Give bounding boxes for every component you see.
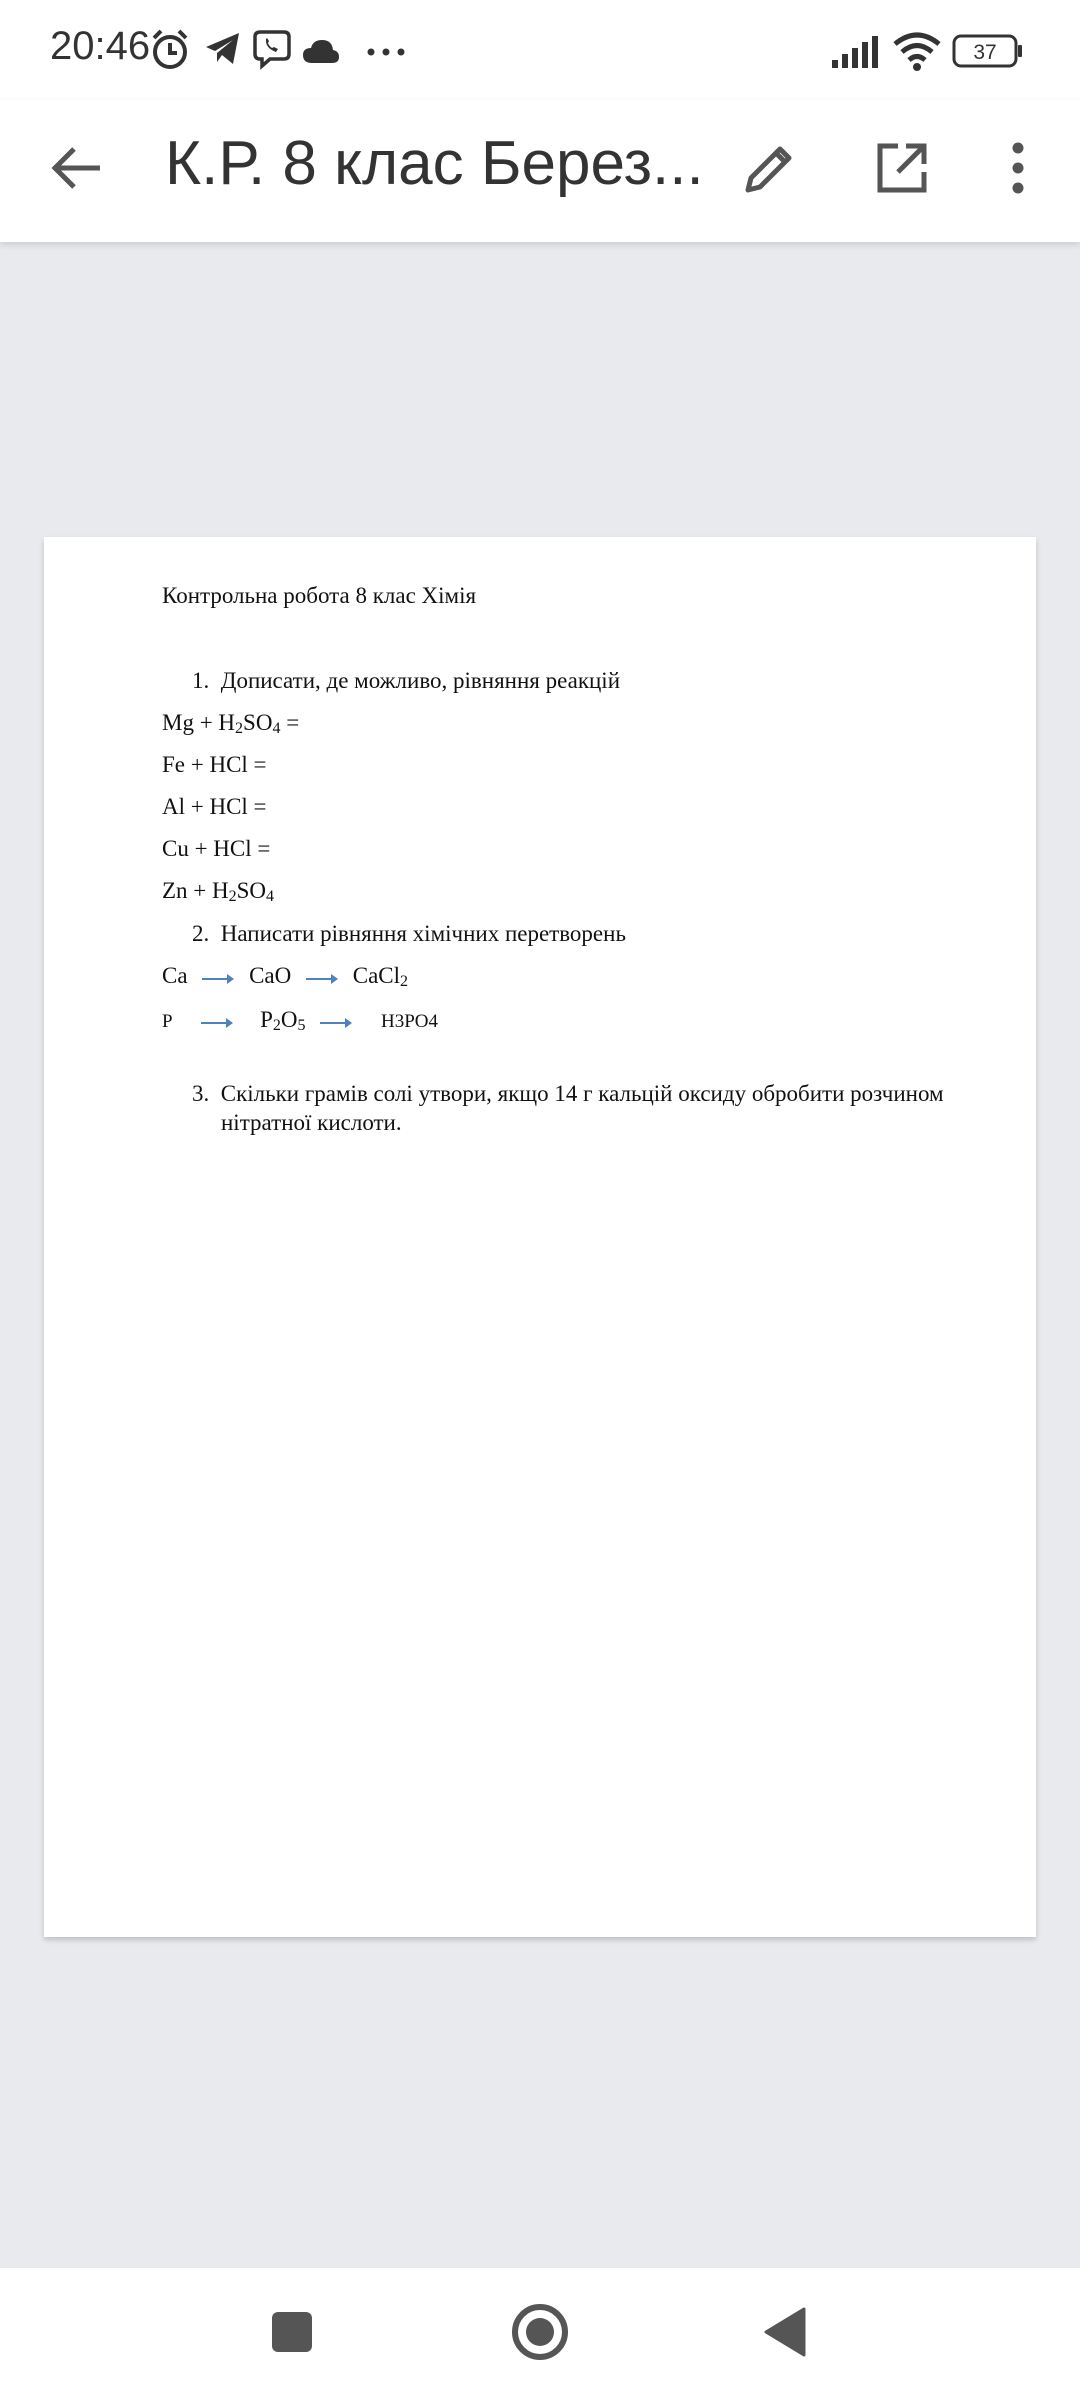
app-bar (0, 100, 1080, 242)
open-external-icon (874, 140, 930, 201)
back-button[interactable] (36, 130, 116, 210)
back-triangle-icon (762, 2306, 808, 2363)
recents-square-icon (270, 2310, 314, 2359)
transformation-chain-1: Ca CaO CaCl$_2$ (162, 963, 409, 990)
status-time: 20:46 (50, 24, 151, 68)
task-1-text: Дописати, де можливо, рівняння реакцій (220, 668, 621, 693)
arrow-icon (200, 1009, 234, 1035)
equation-4: Cu + HCl = (162, 836, 271, 861)
open-external-button[interactable] (862, 130, 942, 210)
equation-2: Fe + HCl = (162, 752, 267, 777)
task-3-number: 3. (192, 1081, 210, 1106)
signal-icon (830, 34, 880, 75)
telegram-icon (203, 28, 243, 73)
wifi-icon (892, 32, 942, 77)
viber-icon (252, 28, 292, 75)
alarm-icon (150, 28, 190, 77)
equation-5: $Zn + H_2SO_4$ (162, 878, 275, 905)
back-nav-button[interactable] (745, 2294, 825, 2374)
task-1-number: 1. (192, 668, 210, 693)
home-button[interactable] (500, 2294, 580, 2374)
document-heading: Контрольна робота 8 клас Хімія (162, 583, 477, 608)
document-page[interactable] (44, 537, 1036, 1937)
back-arrow-icon (50, 145, 102, 196)
transformation-chain-2: P $P_2O_5$ H3PO4 (162, 1007, 439, 1034)
battery-level: 37 (973, 41, 997, 64)
arrow-icon (319, 1009, 353, 1035)
more-options-button[interactable] (978, 130, 1058, 210)
battery-icon (952, 34, 1024, 73)
document-title: К.Р. 8 клас Берез... (165, 129, 704, 198)
equation-1: $Mg + H_2SO_4$ = (162, 710, 300, 737)
more-vert-icon (1010, 140, 1026, 201)
status-bar (0, 0, 1080, 100)
arrow-icon (201, 965, 235, 991)
arrow-icon (305, 965, 339, 991)
cloud-icon (302, 38, 340, 69)
task-1 (192, 668, 620, 694)
task-2-text: Написати рівняння хімічних перетворень (220, 921, 626, 946)
more-notifications-icon (366, 44, 406, 62)
task-2 (192, 921, 626, 947)
navigation-bar (0, 2268, 1080, 2400)
recents-button[interactable] (252, 2294, 332, 2374)
home-circle-icon (510, 2302, 570, 2367)
task-3 (192, 1081, 944, 1107)
equation-3: Al + HCl = (162, 794, 267, 819)
task-3-text-line-1: Скільки грамів солі утвори, якщо 14 г кальцій оксиду обробити розчином (220, 1081, 944, 1106)
task-2-number: 2. (192, 921, 210, 946)
edit-button[interactable] (730, 130, 810, 210)
edit-pencil-icon (742, 140, 798, 201)
task-3-text-line-2: нітратної кислоти. (221, 1110, 402, 1135)
